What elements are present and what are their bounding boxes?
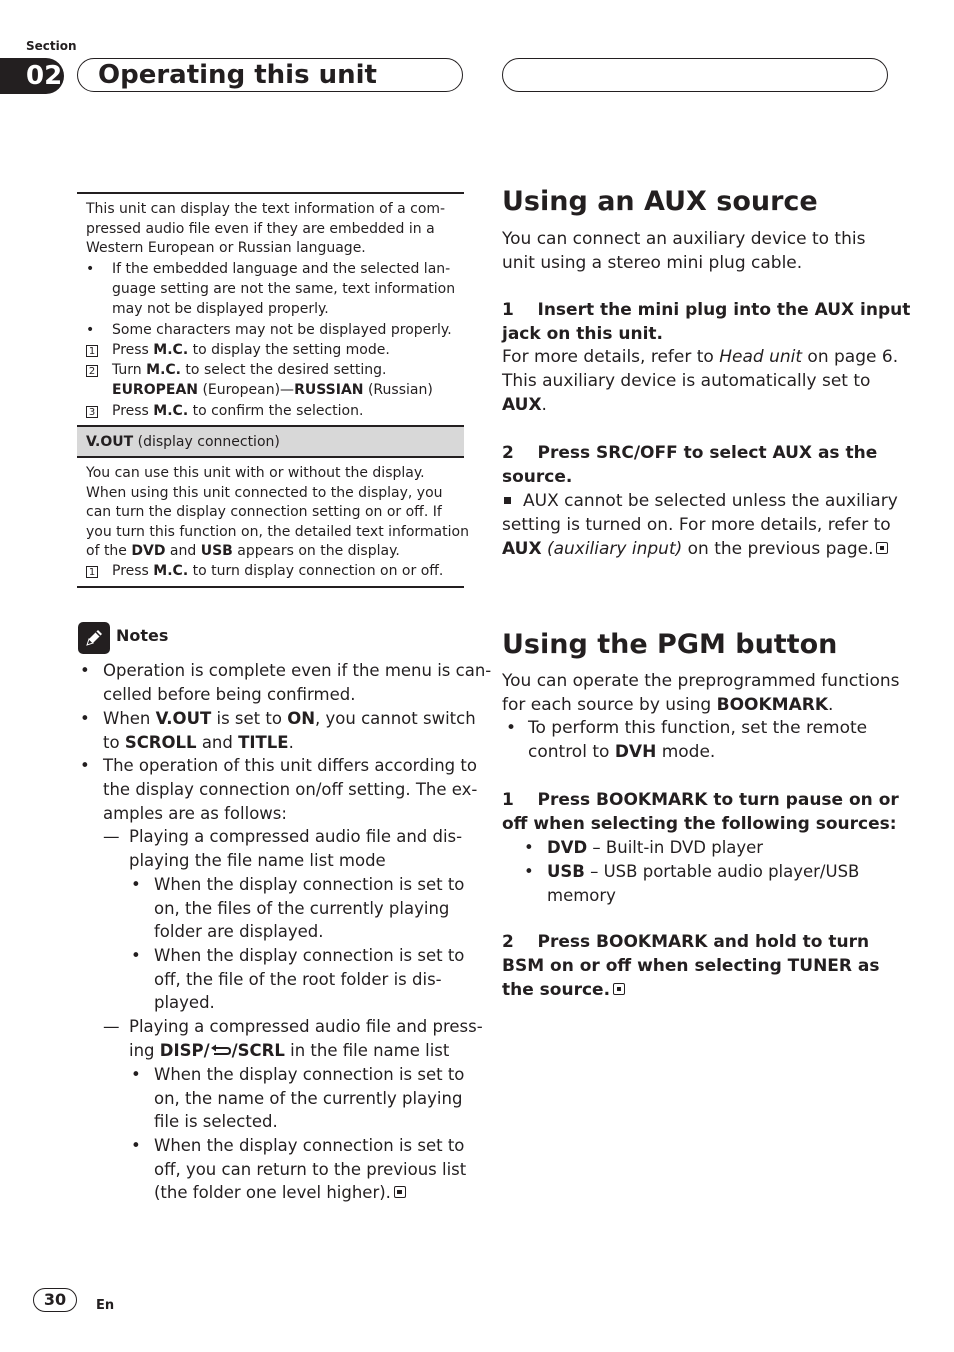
rule-top (77, 192, 464, 194)
pgm-source-usb: • USB – USB portable audio player/USB memory (524, 862, 860, 905)
note-3-dash-2-bullet-2: • When the display connection is set to off, you can return to the previous list (the folder one level higher). (131, 1136, 467, 1203)
note-3: • The operation of this unit differs according to the display connection on/off setting. The ex- amples are as follows: (80, 756, 478, 823)
square-bullet-icon (504, 497, 511, 504)
lang-bullet-2: • Some characters may not be displayed properly. (86, 322, 452, 338)
note-2: • When V.OUT is set to ON, you cannot switch to SCROLL and TITLE. (80, 709, 476, 752)
end-mark-icon (394, 1186, 406, 1198)
blank-title-frame (502, 58, 888, 92)
note-3-dash-2: — Playing a compressed audio file and press- ing DISP/ /SCRL in the file name list (103, 1015, 483, 1065)
end-mark-icon (613, 983, 625, 995)
aux-heading: Using an AUX source (502, 186, 818, 217)
note-3-dash-1-bullet-2: • When the display connection is set to off, the file of the root folder is dis- played. (131, 946, 465, 1013)
rule-bottom (77, 586, 464, 588)
notes-title: Notes (116, 626, 169, 645)
lang-step-2-options: EUROPEAN (European)—RUSSIAN (Russian) (112, 382, 433, 398)
note-3-dash-1-bullet-1: • When the display connection is set to on, the files of the currently playing folder are displayed. (131, 875, 465, 942)
lang-bullet-1: • If the embedded language and the selected lan- guage setting are not the same, text information may not be displayed properly. (86, 261, 456, 317)
section-label: Section (26, 39, 77, 53)
pgm-heading: Using the PGM button (502, 629, 838, 660)
lang-step-3: 3 Press M.C. to confirm the selection. (86, 401, 363, 421)
page-number: 30 (43, 1290, 67, 1309)
pgm-step-2-title: 2 Press BOOKMARK and hold to turn BSM on or off when selecting TUNER as the source. (502, 932, 880, 1000)
lang-step-2: 2 Turn M.C. to select the desired setting. (86, 360, 386, 380)
language-code: En (96, 1298, 115, 1313)
page-title: Operating this unit (98, 60, 377, 90)
end-mark-icon (876, 542, 888, 554)
aux-step-2-body: AUX cannot be selected unless the auxiliary setting is turned on. For more details, refer to AUX (auxiliary input) on the previous page. (502, 491, 898, 559)
pgm-bullet: • To perform this function, set the remote control to DVH mode. (506, 718, 868, 762)
note-3-dash-2-bullet-1: • When the display connection is set to on, the name of the currently playing file is selected. (131, 1065, 465, 1132)
section-number: 02 (26, 61, 63, 91)
aux-step-1-body: For more details, refer to Head unit on page 6. This auxiliary device is automatically set to AUX. (502, 347, 899, 415)
pgm-source-dvd: • DVD – Built-in DVD player (524, 838, 764, 857)
back-arrow-icon (210, 1041, 232, 1065)
pgm-step-1-title: 1 Press BOOKMARK to turn pause on or off when selecting the following sources: (502, 790, 899, 834)
vout-body: You can use this unit with or without the display. When using this unit connected to the display, you can turn the display connection setting on or off. If you turn this function on, the detailed text information of the DVD and USB appears on the display. (86, 465, 469, 559)
aux-intro: You can connect an auxiliary device to this unit using a stereo mini plug cable. (502, 229, 866, 273)
notes-pencil-icon (78, 622, 110, 654)
vout-heading: V.OUT (display connection) (86, 434, 280, 450)
pgm-intro: You can operate the preprogrammed functions for each source by using BOOKMARK. (502, 671, 900, 715)
lang-box (86, 200, 461, 259)
note-3-dash-1: — Playing a compressed audio file and dis- playing the file name list mode (103, 827, 463, 870)
aux-step-1-title: 1 Insert the mini plug into the AUX input jack on this unit. (502, 300, 911, 344)
lang-intro: This unit can display the text information of a com- pressed audio file even if they are embedded in a Western European or Russian language. (86, 201, 446, 256)
aux-step-2-title: 2 Press SRC/OFF to select AUX as the source. (502, 443, 878, 487)
lang-step-1: 1 Press M.C. to display the setting mode. (86, 340, 390, 360)
note-1: • Operation is complete even if the menu is can- celled before being confirmed. (80, 661, 492, 704)
vout-step-1: 1 Press M.C. to turn display connection on or off. (86, 561, 443, 581)
